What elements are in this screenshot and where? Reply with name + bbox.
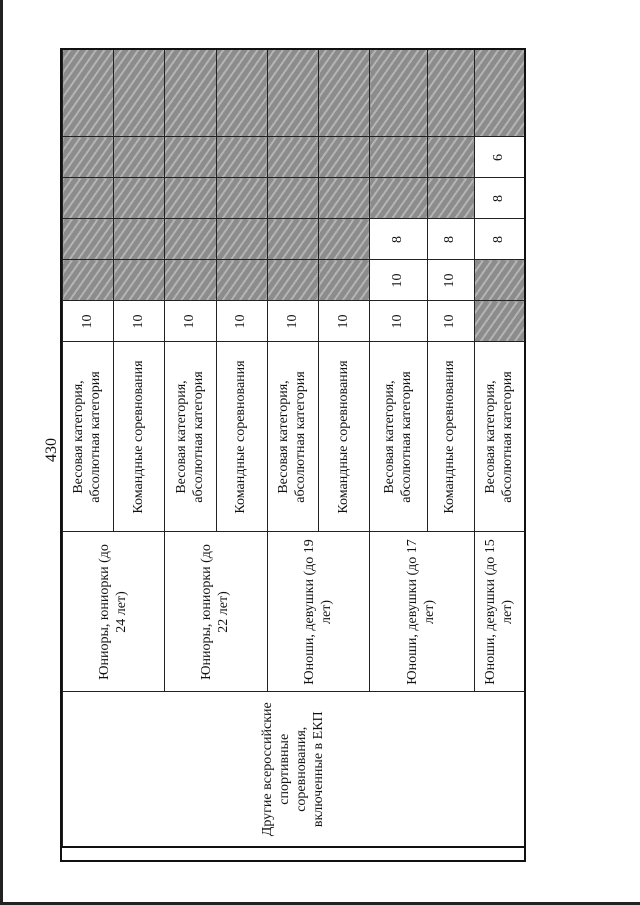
- shaded-cell: [165, 178, 216, 219]
- value-cell: 10: [114, 301, 165, 342]
- shaded-cell: [474, 49, 525, 137]
- shaded-cell: [267, 178, 318, 219]
- value-cell: 10: [216, 301, 267, 342]
- group-cell: Юноши, девушки (до 17 лет): [370, 532, 475, 692]
- rotated-table-container: [62, 50, 526, 848]
- discipline-cell: Весовая категория, абсолютная категория: [63, 342, 114, 532]
- shaded-cell: [474, 301, 525, 342]
- table-row: [63, 49, 114, 847]
- shaded-cell: [267, 219, 318, 260]
- shaded-cell: [63, 178, 114, 219]
- shaded-cell: [216, 219, 267, 260]
- value-cell: 10: [427, 301, 474, 342]
- shaded-cell: [63, 49, 114, 137]
- competition-cell: Другие всероссийские спортивные соревнования, включенные в ЕКП: [63, 692, 526, 847]
- value-cell: 8: [474, 219, 525, 260]
- group-cell: Юноши, девушки (до 19 лет): [267, 532, 369, 692]
- group-cell: Юниоры, юниорки (до 24 лет): [63, 532, 165, 692]
- value-cell: 6: [474, 137, 525, 178]
- shaded-cell: [474, 260, 525, 301]
- shaded-cell: [319, 49, 370, 137]
- discipline-cell: Весовая категория, абсолютная категория: [165, 342, 216, 532]
- value-cell: 10: [319, 301, 370, 342]
- value-cell: 10: [370, 301, 428, 342]
- shaded-cell: [267, 260, 318, 301]
- value-cell: 8: [474, 178, 525, 219]
- value-cell: 10: [165, 301, 216, 342]
- shaded-cell: [267, 137, 318, 178]
- group-cell: Юноши, девушки (до 15 лет): [474, 532, 525, 692]
- shaded-cell: [165, 260, 216, 301]
- shaded-cell: [216, 49, 267, 137]
- shaded-cell: [216, 260, 267, 301]
- value-cell: 8: [427, 219, 474, 260]
- discipline-cell: Весовая категория, абсолютная категория: [474, 342, 525, 532]
- shaded-cell: [427, 49, 474, 137]
- value-cell: 10: [267, 301, 318, 342]
- shaded-cell: [114, 178, 165, 219]
- shaded-cell: [319, 137, 370, 178]
- points-table: [62, 49, 526, 849]
- discipline-cell: Командные соревнования: [319, 342, 370, 532]
- shaded-cell: [319, 219, 370, 260]
- shaded-cell: [114, 260, 165, 301]
- discipline-cell: Весовая категория, абсолютная категория: [370, 342, 428, 532]
- value-cell: 8: [370, 219, 428, 260]
- discipline-cell: Командные соревнования: [427, 342, 474, 532]
- shaded-cell: [216, 137, 267, 178]
- shaded-cell: [427, 137, 474, 178]
- scan-edge-left: [0, 0, 3, 905]
- shaded-cell: [114, 219, 165, 260]
- shaded-cell: [427, 178, 474, 219]
- shaded-cell: [63, 137, 114, 178]
- shaded-cell: [319, 178, 370, 219]
- group-cell: Юниоры, юниорки (до 22 лет): [165, 532, 267, 692]
- value-cell: 10: [63, 301, 114, 342]
- shaded-cell: [370, 137, 428, 178]
- value-cell: 10: [427, 260, 474, 301]
- shaded-cell: [370, 49, 428, 137]
- page-number: 430: [43, 438, 60, 462]
- discipline-cell: Командные соревнования: [216, 342, 267, 532]
- shaded-cell: [165, 49, 216, 137]
- shaded-cell: [63, 219, 114, 260]
- discipline-cell: Весовая категория, абсолютная категория: [267, 342, 318, 532]
- shaded-cell: [319, 260, 370, 301]
- value-cell: 10: [370, 260, 428, 301]
- shaded-cell: [370, 178, 428, 219]
- shaded-cell: [165, 137, 216, 178]
- discipline-cell: Командные соревнования: [114, 342, 165, 532]
- shaded-cell: [114, 137, 165, 178]
- shaded-cell: [165, 219, 216, 260]
- shaded-cell: [63, 260, 114, 301]
- shaded-cell: [267, 49, 318, 137]
- shaded-cell: [216, 178, 267, 219]
- shaded-cell: [114, 49, 165, 137]
